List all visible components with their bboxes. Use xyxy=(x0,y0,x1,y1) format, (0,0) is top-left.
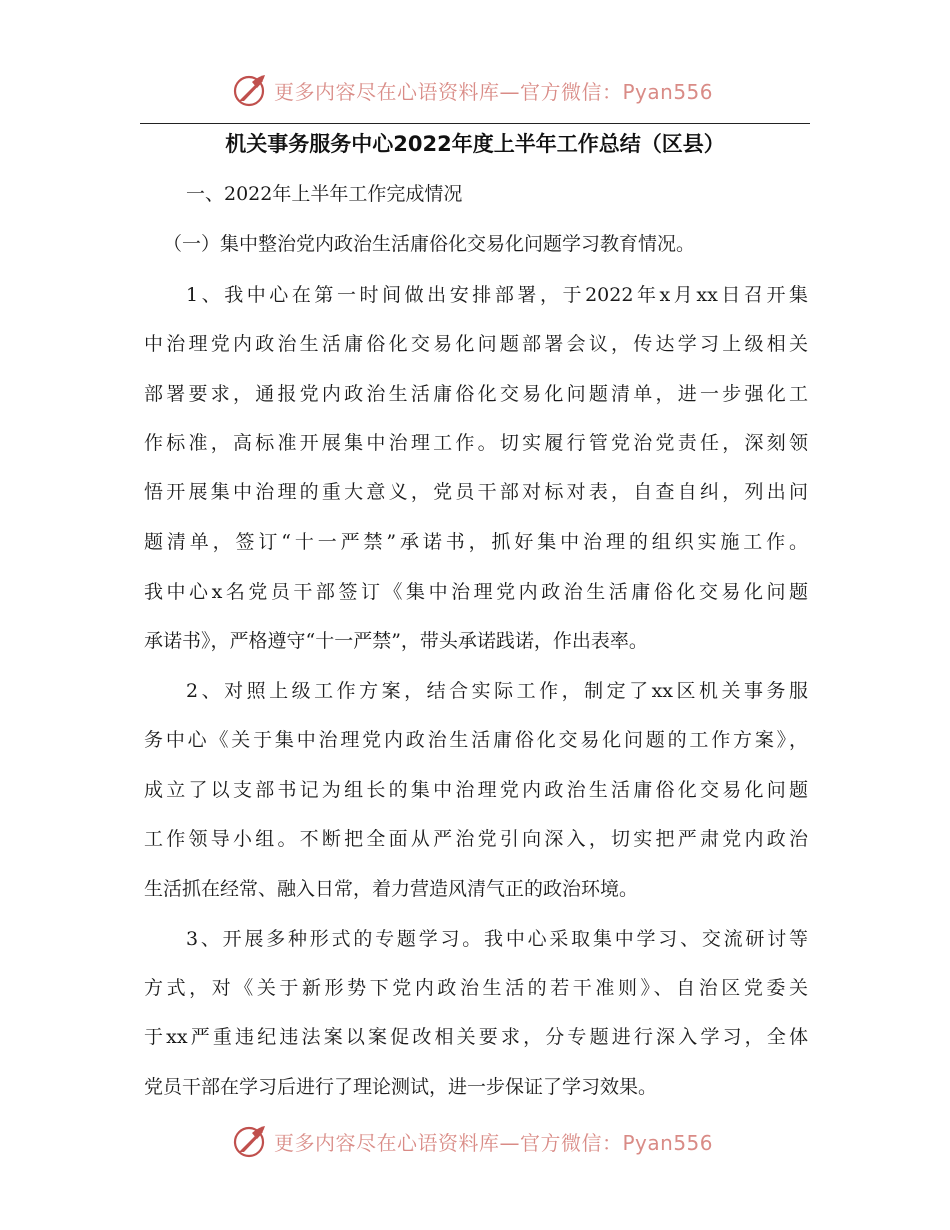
header-rule xyxy=(140,123,810,124)
watermark-banner-top xyxy=(232,70,713,110)
paragraph-line: 工作领导小组。不断把全面从严治党引向深入，切实把严肃党内政治 xyxy=(144,828,808,850)
paragraph-line: 承诺书》，严格遵守“十一严禁”，带头承诺践诺，作出表率。 xyxy=(144,630,648,652)
quill-logo-icon xyxy=(232,1123,268,1159)
paragraph-line: 务中心《关于集中治理党内政治生活庸俗化交易化问题的工作方案》， xyxy=(144,729,808,751)
watermark-text: 更多内容尽在心语资料库—官方微信：Pyan556 xyxy=(274,79,714,104)
section-heading: 一、2022年上半年工作完成情况 xyxy=(186,183,463,205)
paragraph-line: 作标准，高标准开展集中治理工作。切实履行管党治党责任，深刻领 xyxy=(144,432,808,454)
paragraph-line: 于xx严重违纪违法案以案促改相关要求，分专题进行深入学习，全体 xyxy=(144,1026,808,1048)
paragraph-line: 3、开展多种形式的专题学习。我中心采取集中学习、交流研讨等 xyxy=(186,928,808,950)
document-title: 机关事务服务中心2022年度上半年工作总结（区县） xyxy=(225,132,725,156)
paragraph-line: 题清单，签订“十一严禁”承诺书，抓好集中治理的组织实施工作。 xyxy=(144,531,808,553)
paragraph-line: 2、对照上级工作方案，结合实际工作，制定了xx区机关事务服 xyxy=(186,680,808,702)
watermark-banner-bottom xyxy=(232,1121,713,1161)
paragraph-line: 1、我中心在第一时间做出安排部署，于2022年x月xx日召开集 xyxy=(186,284,808,306)
paragraph-line: 部署要求，通报党内政治生活庸俗化交易化问题清单，进一步强化工 xyxy=(144,383,808,405)
paragraph-line: 我中心x名党员干部签订《集中治理党内政治生活庸俗化交易化问题 xyxy=(144,581,808,603)
quill-logo-icon xyxy=(232,72,268,108)
paragraph-line: 成立了以支部书记为组长的集中治理党内政治生活庸俗化交易化问题 xyxy=(144,779,808,801)
paragraph-line: 中治理党内政治生活庸俗化交易化问题部署会议，传达学习上级相关 xyxy=(144,333,808,355)
paragraph-line: 党员干部在学习后进行了理论测试，进一步保证了学习效果。 xyxy=(144,1076,658,1098)
paragraph-line: 悟开展集中治理的重大意义，党员干部对标对表，自查自纠，列出问 xyxy=(144,481,808,503)
paragraph-line: 方式，对《关于新形势下党内政治生活的若干准则》、自治区党委关 xyxy=(144,977,808,999)
subsection-heading: （一）集中整治党内政治生活庸俗化交易化问题学习教育情况。 xyxy=(163,233,696,255)
watermark-text: 更多内容尽在心语资料库—官方微信：Pyan556 xyxy=(274,1130,714,1155)
paragraph-line: 生活抓在经常、融入日常，着力营造风清气正的政治环境。 xyxy=(144,878,639,900)
